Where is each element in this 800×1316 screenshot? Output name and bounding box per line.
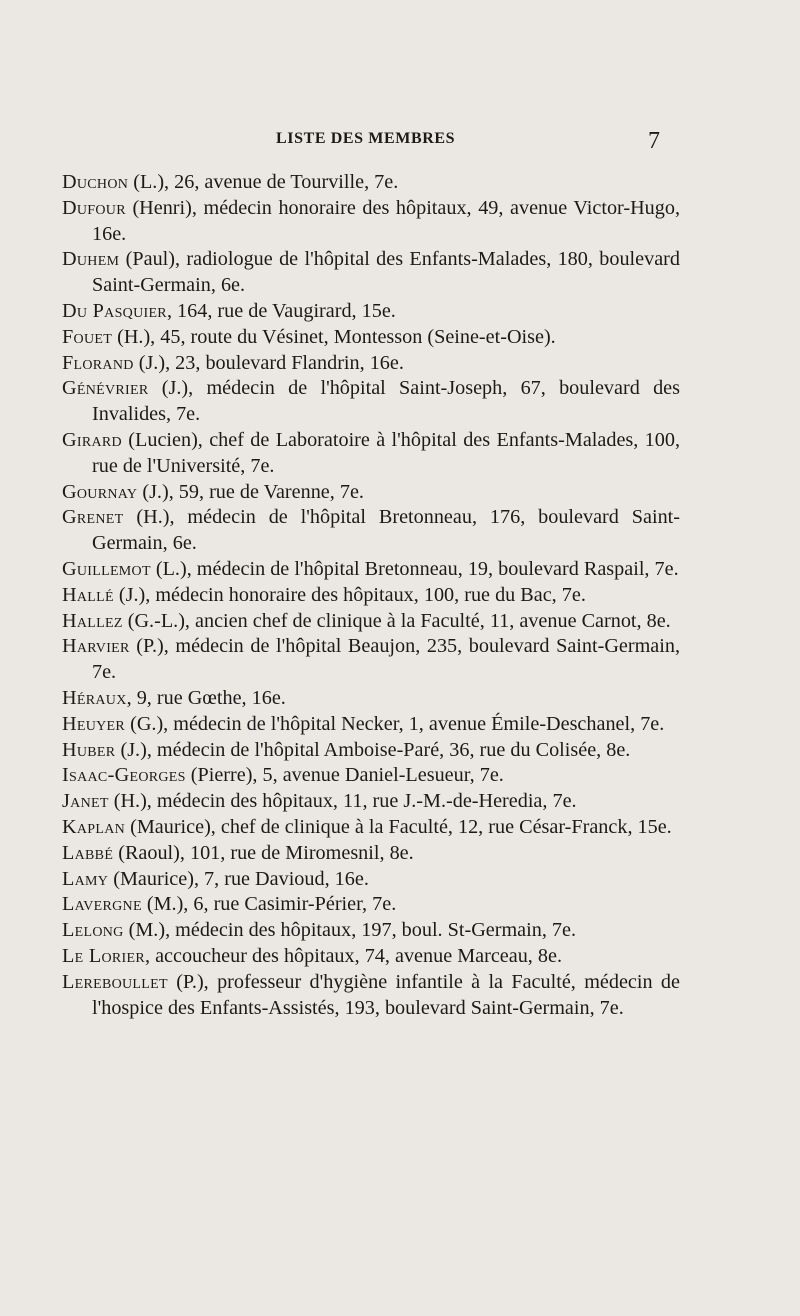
- member-details: (H.), 45, route du Vésinet, Montesson (Seine-et-Oise).: [112, 325, 556, 348]
- member-entry: [62, 841, 680, 867]
- member-entry: [62, 325, 680, 351]
- member-entry: [62, 583, 680, 609]
- member-entry: [62, 351, 680, 377]
- member-name: Janet: [62, 790, 109, 813]
- member-entry: [62, 428, 680, 480]
- member-details: (L.), médecin de l'hôpital Bretonneau, 19, boulevard Raspail, 7e.: [150, 557, 679, 580]
- member-details: (Maurice), 7, rue Davioud, 16e.: [108, 867, 369, 890]
- member-details: (Lucien), chef de Laboratoire à l'hôpital des Enfants-Malades, 100, rue de l'Université, 7e.: [92, 428, 680, 477]
- member-entry: [62, 634, 680, 686]
- member-entry: [62, 712, 680, 738]
- member-details: (M.), 6, rue Casimir-Périer, 7e.: [141, 893, 397, 916]
- member-name: Harvier: [62, 635, 130, 658]
- member-details: , accoucheur des hôpitaux, 74, avenue Marceau, 8e.: [144, 944, 562, 967]
- member-details: (G.-L.), ancien chef de clinique à la Faculté, 11, avenue Carnot, 8e.: [122, 609, 671, 632]
- member-entry: [62, 247, 680, 299]
- member-name: Isaac-Georges: [62, 764, 186, 787]
- member-details: (J.), 59, rue de Varenne, 7e.: [137, 480, 364, 503]
- member-name: Lelong: [62, 919, 124, 942]
- member-name: Dufour: [62, 196, 126, 219]
- member-entry: [62, 609, 680, 635]
- member-name: Lavergne: [62, 893, 142, 916]
- member-details: (H.), médecin de l'hôpital Bretonneau, 176, boulevard Saint-Germain, 6e.: [92, 506, 680, 555]
- member-name: Hallez: [62, 609, 123, 632]
- member-entry: [62, 738, 680, 764]
- member-name: Héraux: [62, 686, 127, 709]
- member-name: Duhem: [62, 248, 120, 271]
- member-entry: [62, 789, 680, 815]
- member-entry: [62, 918, 680, 944]
- member-entry: [62, 815, 680, 841]
- page-number: 7: [648, 128, 660, 154]
- running-title: LISTE DES MEMBRES: [276, 130, 456, 147]
- member-name: Duchon: [62, 171, 129, 193]
- member-name: Lereboullet: [62, 970, 168, 993]
- page-header: [0, 128, 800, 158]
- member-entry: [62, 480, 680, 506]
- member-details: (J.), médecin honoraire des hôpitaux, 100, rue du Bac, 7e.: [113, 583, 586, 606]
- member-entry: [62, 557, 680, 583]
- member-name: Hallé: [62, 583, 114, 606]
- member-name: Kaplan: [62, 815, 126, 838]
- member-details: (G.), médecin de l'hôpital Necker, 1, avenue Émile-Deschanel, 7e.: [125, 712, 665, 735]
- member-details: (P.), professeur d'hygiène infantile à la Faculté, médecin de l'hospice des Enfants-Assistés, 193, boulevard Saint-Germain, 7e.: [92, 970, 680, 1019]
- member-details: (L.), 26, avenue de Tourville, 7e.: [128, 171, 399, 193]
- member-details: (Pierre), 5, avenue Daniel-Lesueur, 7e.: [185, 764, 504, 787]
- member-entry: [62, 892, 680, 918]
- member-name: Le Lorier: [62, 944, 145, 967]
- member-details: , 9, rue Gœthe, 16e.: [126, 686, 286, 709]
- member-details: (Maurice), chef de clinique à la Faculté, 12, rue César-Franck, 15e.: [125, 815, 672, 838]
- member-name: Heuyer: [62, 712, 126, 735]
- member-entry: [62, 170, 680, 196]
- member-entry: [62, 299, 680, 325]
- member-name: Du Pasquier: [62, 299, 167, 322]
- member-list: [62, 170, 680, 1021]
- member-name: Florand: [62, 351, 134, 374]
- member-name: Génévrier: [62, 377, 149, 400]
- member-details: (P.), médecin de l'hôpital Beaujon, 235, boulevard Saint-Germain, 7e.: [92, 635, 680, 684]
- member-entry: [62, 376, 680, 428]
- member-name: Fouet: [62, 325, 113, 348]
- member-details: (Henri), médecin honoraire des hôpitaux, 49, avenue Victor-Hugo, 16e.: [92, 196, 680, 245]
- member-entry: [62, 867, 680, 893]
- member-entry: [62, 505, 680, 557]
- member-details: (Paul), radiologue de l'hôpital des Enfants-Malades, 180, boulevard Saint-Germain, 6e.: [92, 248, 680, 297]
- member-name: Lamy: [62, 867, 109, 890]
- member-details: (J.), médecin de l'hôpital Saint-Joseph, 67, boulevard des Invalides, 7e.: [92, 377, 680, 426]
- member-entry: [62, 196, 680, 248]
- member-details: , 164, rue de Vaugirard, 15e.: [166, 299, 396, 322]
- member-entry: [62, 944, 680, 970]
- member-name: Labbé: [62, 841, 114, 864]
- member-name: Girard: [62, 428, 122, 451]
- member-details: (H.), médecin des hôpitaux, 11, rue J.-M.-de-Heredia, 7e.: [108, 790, 577, 813]
- member-details: (Raoul), 101, rue de Miromesnil, 8e.: [113, 841, 414, 864]
- member-details: (J.), médecin de l'hôpital Amboise-Paré, 36, rue du Colisée, 8e.: [115, 738, 631, 761]
- member-name: Grenet: [62, 506, 124, 529]
- member-name: Gournay: [62, 480, 138, 503]
- member-entry: [62, 970, 680, 1022]
- member-name: Huber: [62, 738, 116, 761]
- member-entry: [62, 763, 680, 789]
- member-details: (M.), médecin des hôpitaux, 197, boul. St-Germain, 7e.: [123, 919, 577, 942]
- member-name: Guillemot: [62, 557, 151, 580]
- member-entry: [62, 686, 680, 712]
- member-details: (J.), 23, boulevard Flandrin, 16e.: [133, 351, 404, 374]
